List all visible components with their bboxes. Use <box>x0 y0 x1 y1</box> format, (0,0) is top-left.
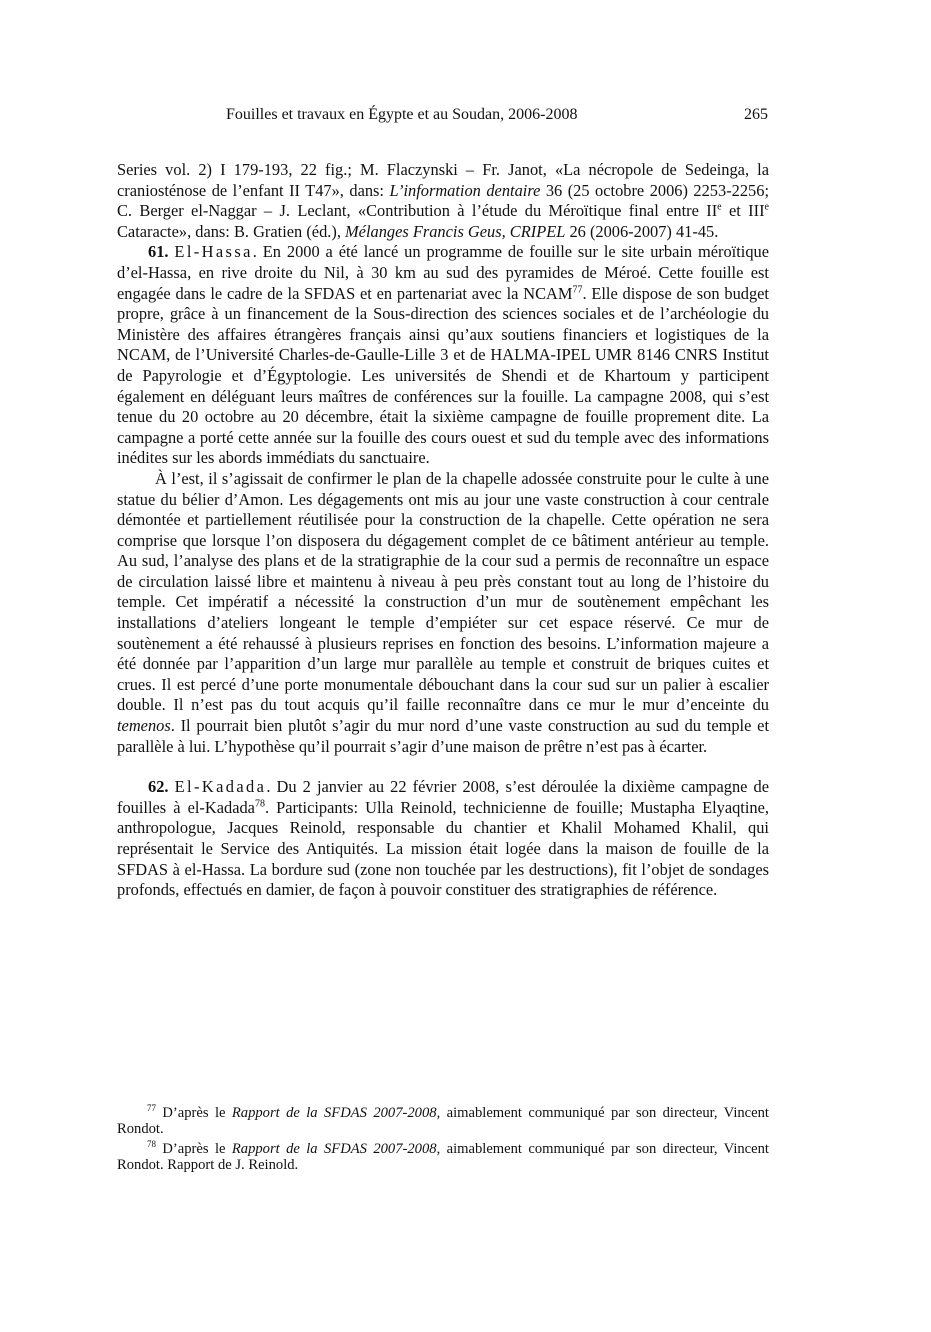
superscript: e <box>764 201 769 213</box>
section-61-paragraph-2 <box>117 469 769 757</box>
paragraph-text: À l’est, il s’agissait de confirmer le plan de la chapelle adossée construite pour le culte à une statue du bélier d’Amon. Les dégagements ont mis au jour une vaste construction à cour centrale démontée et partiellement réutilisée pour la construction de la chapelle. Cette opération ne sera comprise que lorsque l’on disposera du dégagement complet de ce bâtiment antérieur au temple. Au sud, l’analyse des plans et de la stratigraphie de la cour sud a permis de reconnaître un espace de circulation laissé libre et maintenu à niveau à peu près constant tout au long de l’histoire du temple. Cet impératif a nécessité la construction d’un mur de soutènement empêchant les installations d’ateliers longeant le temple d’empiéter sur cet espace réservé. Ce mur de soutènement a été rehaussé à plusieurs reprises en fonction des besoins. L’information majeure a été donnée par l’apparition d’un large mur parallèle au temple et construit de briques cuites et crues. Il est percé d’une porte monumentale débouchant dans la cour sud sur un palier à escalier double. Il n’est pas du tout acquis qu’il faille reconnaître dans ce mur le mur d’enceinte du <box>117 468 769 715</box>
paragraph-text: . Elle dispose de son budget propre, grâce à un financement de la Sous-direction des sciences sociales et de l’archéologie du Ministère des affaires étrangères français ainsi qu’aux soutiens financiers et logistiques de la NCAM, de l’Université Charles-de-Gaulle-Lille 3 et de HALMA-IPEL UMR 8146 CNRS Institut de Papyrologie et d’Égyptologie. Les universités de Shendi et de Khartoum y participent également en déléguant leurs maîtres de conférences sur la fouille. La campagne 2008, qui s’est tenue du 20 octobre au 20 décembre, était la sixième campagne de fouille proprement dite. La campagne a porté cette année sur la fouille des cours ouest et sud du temple avec des informations inédites sur les abords immédiats du sanctuaire. <box>117 283 769 468</box>
footnote-ref[interactable]: 77 <box>572 284 583 296</box>
paragraph-text: . Du 2 janvier au 22 février 2008, s’est déroulée la dixième campagne de fouilles à el-Kadada <box>117 777 769 817</box>
footnote-text: D’après le <box>156 1140 232 1157</box>
footnote-text: , aimablement communiqué par son directeur, Vincent Rondot. Rapport de J. Reinold. <box>117 1140 769 1174</box>
footnote-77 <box>117 1105 769 1138</box>
footnote-text: , aimablement communiqué par son directeur, Vincent Rondot. <box>117 1105 769 1138</box>
intro-text: Cataracte», dans: B. Gratien (éd.), <box>117 221 346 241</box>
footnotes <box>117 1105 769 1177</box>
site-name: El-Kadada <box>174 777 267 797</box>
section-number: 62. <box>148 777 169 797</box>
section-61 <box>117 242 769 757</box>
section-62-paragraph-1 <box>117 777 769 901</box>
footnote-italic: Rapport de la SFDAS 2007-2008 <box>231 1105 437 1121</box>
footnote-number: 78 <box>147 1138 156 1149</box>
footnote-italic: Rapport de la SFDAS 2007-2008 <box>231 1140 437 1157</box>
intro-text: Series vol. 2) I 179-193, 22 fig.; M. Flaczynski – Fr. Janot, «La nécropole de Sedeinga, la craniosténose de l’enfant II T47», dans: <box>117 160 769 200</box>
running-title: Fouilles et travaux en Égypte et au Soudan, 2006-2008 <box>226 106 578 123</box>
footnote-ref[interactable]: 78 <box>254 798 265 810</box>
section-gap <box>117 757 769 777</box>
intro-paragraph <box>117 160 769 242</box>
superscript: e <box>717 201 722 213</box>
intro-text: et III <box>721 201 765 221</box>
footnote-text: D’après le <box>156 1105 232 1121</box>
paragraph-text: . En 2000 a été lancé un programme de fouille sur le site urbain méroïtique d’el-Hassa, en rive droite du Nil, à 30 km au sud des pyramides de Méroé. Cette fouille est engagée dans le cadre de la SFDAS et en partenariat avec la NCAM <box>117 242 769 303</box>
main-text <box>117 160 769 901</box>
section-62 <box>117 777 769 901</box>
italic-term: temenos <box>117 716 171 736</box>
intro-text: 26 (2006-2007) 41-45. <box>565 221 719 241</box>
intro-italic-title: L’information dentaire <box>389 180 541 200</box>
paragraph-text: . Il pourrait bien plutôt s’agir du mur nord d’une vaste construction au sud du temple et parallèle à lui. L’hypothèse qu’il pourrait s’agir d’une maison de prêtre n’est pas à écarter. <box>117 716 769 756</box>
paragraph-text: . Participants: Ulla Reinold, technicienne de fouille; Mustapha Elyaqtine, anthropologue, Jacques Reinold, responsable du chantier et Khalil Mohamed Khalil, qui représentait le Service des Antiquités. La mission était logée dans la maison de fouille de la SFDAS à el-Hassa. La bordure sud (zone non touchée par les destructions), fit l’objet de sondages profonds, effectués en damier, de façon à pouvoir constituer des stratigraphies de référence. <box>117 797 769 900</box>
running-header <box>118 106 768 128</box>
section-number: 61. <box>148 242 169 262</box>
intro-text: 36 (25 octobre 2006) 2253-2256; C. Berger el-Naggar – J. Leclant, «Contribution à l’étude du Méroïtique final entre II <box>117 180 769 221</box>
footnote-number: 77 <box>147 1103 156 1114</box>
section-61-paragraph-1 <box>117 242 769 469</box>
footnote-78 <box>117 1138 769 1174</box>
page-number: 265 <box>744 106 768 123</box>
site-name: El-Hassa <box>174 242 253 262</box>
intro-italic-title: Mélanges Francis Geus, CRIPEL <box>345 221 566 241</box>
